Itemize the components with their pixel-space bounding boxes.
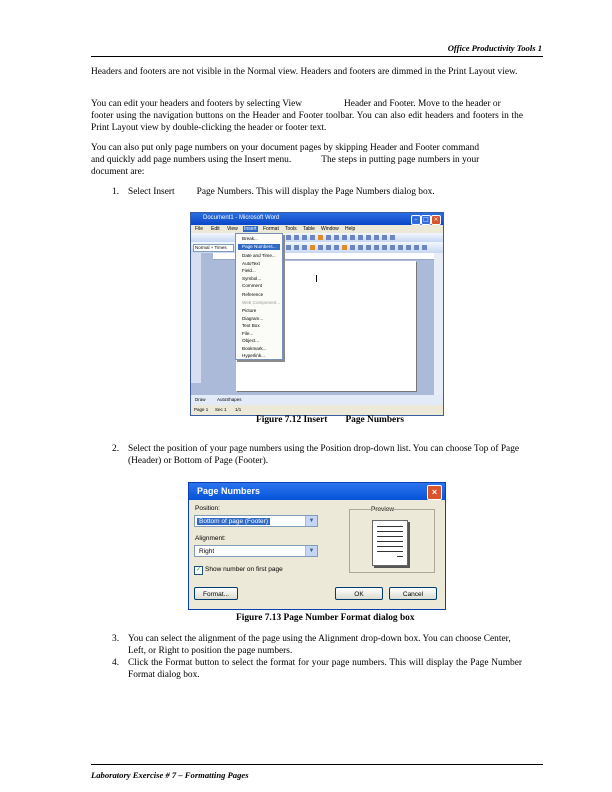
menu-item-comment[interactable]: Comment [242, 283, 262, 288]
preview-page [372, 520, 408, 566]
menu-file: File [195, 226, 204, 232]
header-rule [91, 56, 543, 57]
menu-item-web-component: Web Component... [242, 299, 280, 305]
menu-view: View [227, 226, 238, 232]
paragraph-page-numbers-line2 [91, 154, 523, 166]
toolbar-icon [398, 245, 403, 250]
toolbar-icon [374, 245, 379, 250]
paragraph-edit-line1 [91, 98, 523, 110]
position-value: Bottom of page (Footer) [199, 517, 269, 525]
step-text: Click the Format button to select the format for your page numbers. This will display the Page Number Format dialog box. [128, 658, 522, 680]
menu-help: Help [345, 226, 356, 232]
page-numbers-dialog [188, 482, 446, 610]
dialog-titlebar [189, 483, 445, 500]
toolbar-icon [382, 245, 387, 250]
chevron-down-icon[interactable]: ▼ [305, 546, 317, 556]
menu-item-symbol[interactable]: Symbol... [242, 275, 262, 281]
step-text [128, 186, 528, 198]
figure-caption-7-13: Figure 7.13 Page Number Format dialog box [236, 613, 415, 623]
toolbar-icon [342, 235, 347, 240]
preview-label: Preview [371, 506, 395, 513]
status-page: Page 1 [194, 407, 209, 412]
toolbar-icon [350, 235, 355, 240]
menu-format: Format [263, 226, 279, 232]
toolbar-icon [366, 235, 371, 240]
status-position: 1/1 [235, 407, 242, 412]
paragraph-edit-text-a: You can edit your headers and footers by selecting View [91, 99, 303, 109]
toolbar-icon [318, 235, 323, 240]
vertical-ruler [191, 253, 201, 383]
insert-menu [235, 233, 283, 360]
menu-item-hyperlink[interactable]: Hyperlink... [242, 353, 265, 358]
toolbar-icon [302, 235, 307, 240]
toolbar-icon [326, 235, 331, 240]
menu-item-field[interactable]: Field... [242, 268, 256, 273]
preview-line [377, 551, 403, 552]
toolbar-icon [286, 235, 291, 240]
menu-item-file[interactable]: File... [242, 330, 254, 336]
toolbar-icon [294, 235, 299, 240]
toolbar-icon [414, 245, 419, 250]
step-text: You can select the alignment of the page using the Alignment drop-down box. You can choose Center, Left, or Right to position the page numbers. [128, 634, 511, 656]
drawing-toolbar [191, 395, 443, 405]
toolbar-icon [310, 235, 315, 240]
window-titlebar [191, 213, 443, 225]
toolbar-icon [294, 245, 299, 250]
toolbar-icon [326, 245, 331, 250]
toolbar-icon [318, 245, 323, 250]
chevron-down-icon[interactable]: ▼ [305, 516, 317, 526]
menu-table: Table [303, 226, 315, 232]
toolbar-icon [342, 245, 347, 250]
alignment-label: Alignment: [195, 535, 226, 542]
paragraph-page-numbers-line1: You can also put only page numbers on your document pages by skipping Header and Footer command [91, 143, 480, 153]
format-button[interactable]: Format... [194, 587, 238, 600]
preview-line [377, 541, 403, 542]
toolbar-icon [358, 235, 363, 240]
word-window-screenshot [190, 212, 444, 416]
alignment-value: Right [199, 547, 215, 555]
step-text: Select the position of your page numbers using the Position drop-down list. You can choose Top of Page (Header) or Bottom of Page (Footer). [128, 444, 520, 466]
cancel-button[interactable]: Cancel [389, 587, 437, 600]
toolbar-icon [302, 245, 307, 250]
step-text-a: Select Insert [128, 187, 175, 197]
minimize-icon: – [411, 215, 421, 225]
step-number: 2. [112, 444, 120, 454]
paragraph-page-numbers-line3: document are: [91, 167, 145, 177]
text-cursor [316, 275, 317, 282]
preview-line [377, 526, 403, 527]
toolbar-icon [374, 235, 379, 240]
menu-tools: Tools [285, 226, 297, 232]
window-title: Document1 - Microsoft Word [203, 215, 280, 221]
position-label: Position: [195, 505, 220, 512]
step-number: 1. [112, 187, 120, 197]
maximize-icon: □ [421, 215, 431, 225]
toolbar-icon [382, 235, 387, 240]
menu-item-text-box[interactable]: Text Box [242, 323, 260, 328]
menu-window: Window [321, 226, 339, 232]
menu-edit: Edit [211, 226, 220, 232]
style-box: Normal + Times [193, 244, 234, 252]
close-icon[interactable]: × [427, 485, 442, 500]
toolbar-icon [286, 245, 291, 250]
status-section: Sec 1 [215, 407, 227, 412]
checkbox-label: Show number on first page [205, 566, 283, 573]
preview-line [377, 531, 403, 532]
draw-label: Draw [195, 397, 206, 402]
menu-item-autotext[interactable]: AutoText [242, 260, 260, 266]
preview-page-number [397, 556, 403, 557]
figure-caption-7-12 [256, 415, 404, 425]
dialog-title: Page Numbers [197, 486, 261, 496]
toolbar-icon [358, 245, 363, 250]
caption-7-12-b: Page Numbers [345, 415, 405, 425]
formatting-toolbar [191, 242, 443, 253]
show-first-page-checkbox[interactable]: ✓ [195, 567, 202, 573]
toolbar-icon [310, 245, 315, 250]
paragraph-edit-text-b: Header and Footer. Move to the header or [344, 99, 501, 109]
toolbar-icon [390, 245, 395, 250]
status-bar [191, 405, 443, 415]
paragraph-visibility: Headers and footers are not visible in the Normal view. Headers and footers are dimmed in the Print Layout view. [91, 67, 518, 77]
toolbar-icon [334, 245, 339, 250]
menu-item-date-time[interactable]: Date and Time... [242, 253, 276, 258]
toolbar-icon [350, 245, 355, 250]
close-icon: × [431, 215, 441, 225]
position-select[interactable] [194, 515, 318, 527]
autoshapes-label: AutoShapes [217, 397, 242, 402]
preview-line [377, 536, 403, 537]
paragraph-page-numbers-text-a: and quickly add page numbers using the Insert menu. [91, 155, 292, 165]
ok-button[interactable]: OK [335, 587, 383, 600]
running-footer: Laboratory Exercise # 7 – Formatting Pages [91, 770, 249, 780]
running-header: Office Productivity Tools 1 [447, 43, 542, 53]
toolbar-icon [366, 245, 371, 250]
menubar [191, 225, 443, 233]
menu-item-picture[interactable]: Picture [242, 308, 257, 313]
preview-line [377, 546, 403, 547]
menu-item-diagram[interactable]: Diagram... [242, 315, 264, 321]
step-text-b: Page Numbers. This will display the Page Numbers dialog box. [196, 187, 435, 197]
menu-item-reference[interactable]: Reference [242, 292, 264, 297]
vertical-scrollbar[interactable] [434, 253, 443, 403]
toolbar-icon [422, 245, 427, 250]
footer-rule [91, 764, 543, 765]
toolbar-icon [406, 245, 411, 250]
step-number: 4. [112, 658, 120, 668]
standard-toolbar [191, 233, 443, 242]
alignment-select[interactable] [194, 545, 318, 557]
toolbar-icon [334, 235, 339, 240]
menu-insert: Insert [244, 226, 257, 232]
paragraph-edit-rest: footer using the navigation buttons on the Header and Footer toolbar. You can also edit headers and footers in the Print Layout view by double-clicking the header or footer text. [91, 111, 523, 133]
step-number: 3. [112, 634, 120, 644]
toolbar-icon [390, 235, 395, 240]
menu-item-break[interactable]: Break... [242, 236, 258, 241]
menu-item-page-numbers[interactable]: Page Numbers... [238, 244, 280, 251]
caption-7-12-a: Figure 7.12 Insert [256, 415, 328, 425]
menu-item-object[interactable]: Object... [242, 338, 260, 343]
menu-item-bookmark[interactable]: Bookmark... [242, 345, 267, 351]
paragraph-page-numbers-text-b: The steps in putting page numbers in your [321, 155, 480, 165]
